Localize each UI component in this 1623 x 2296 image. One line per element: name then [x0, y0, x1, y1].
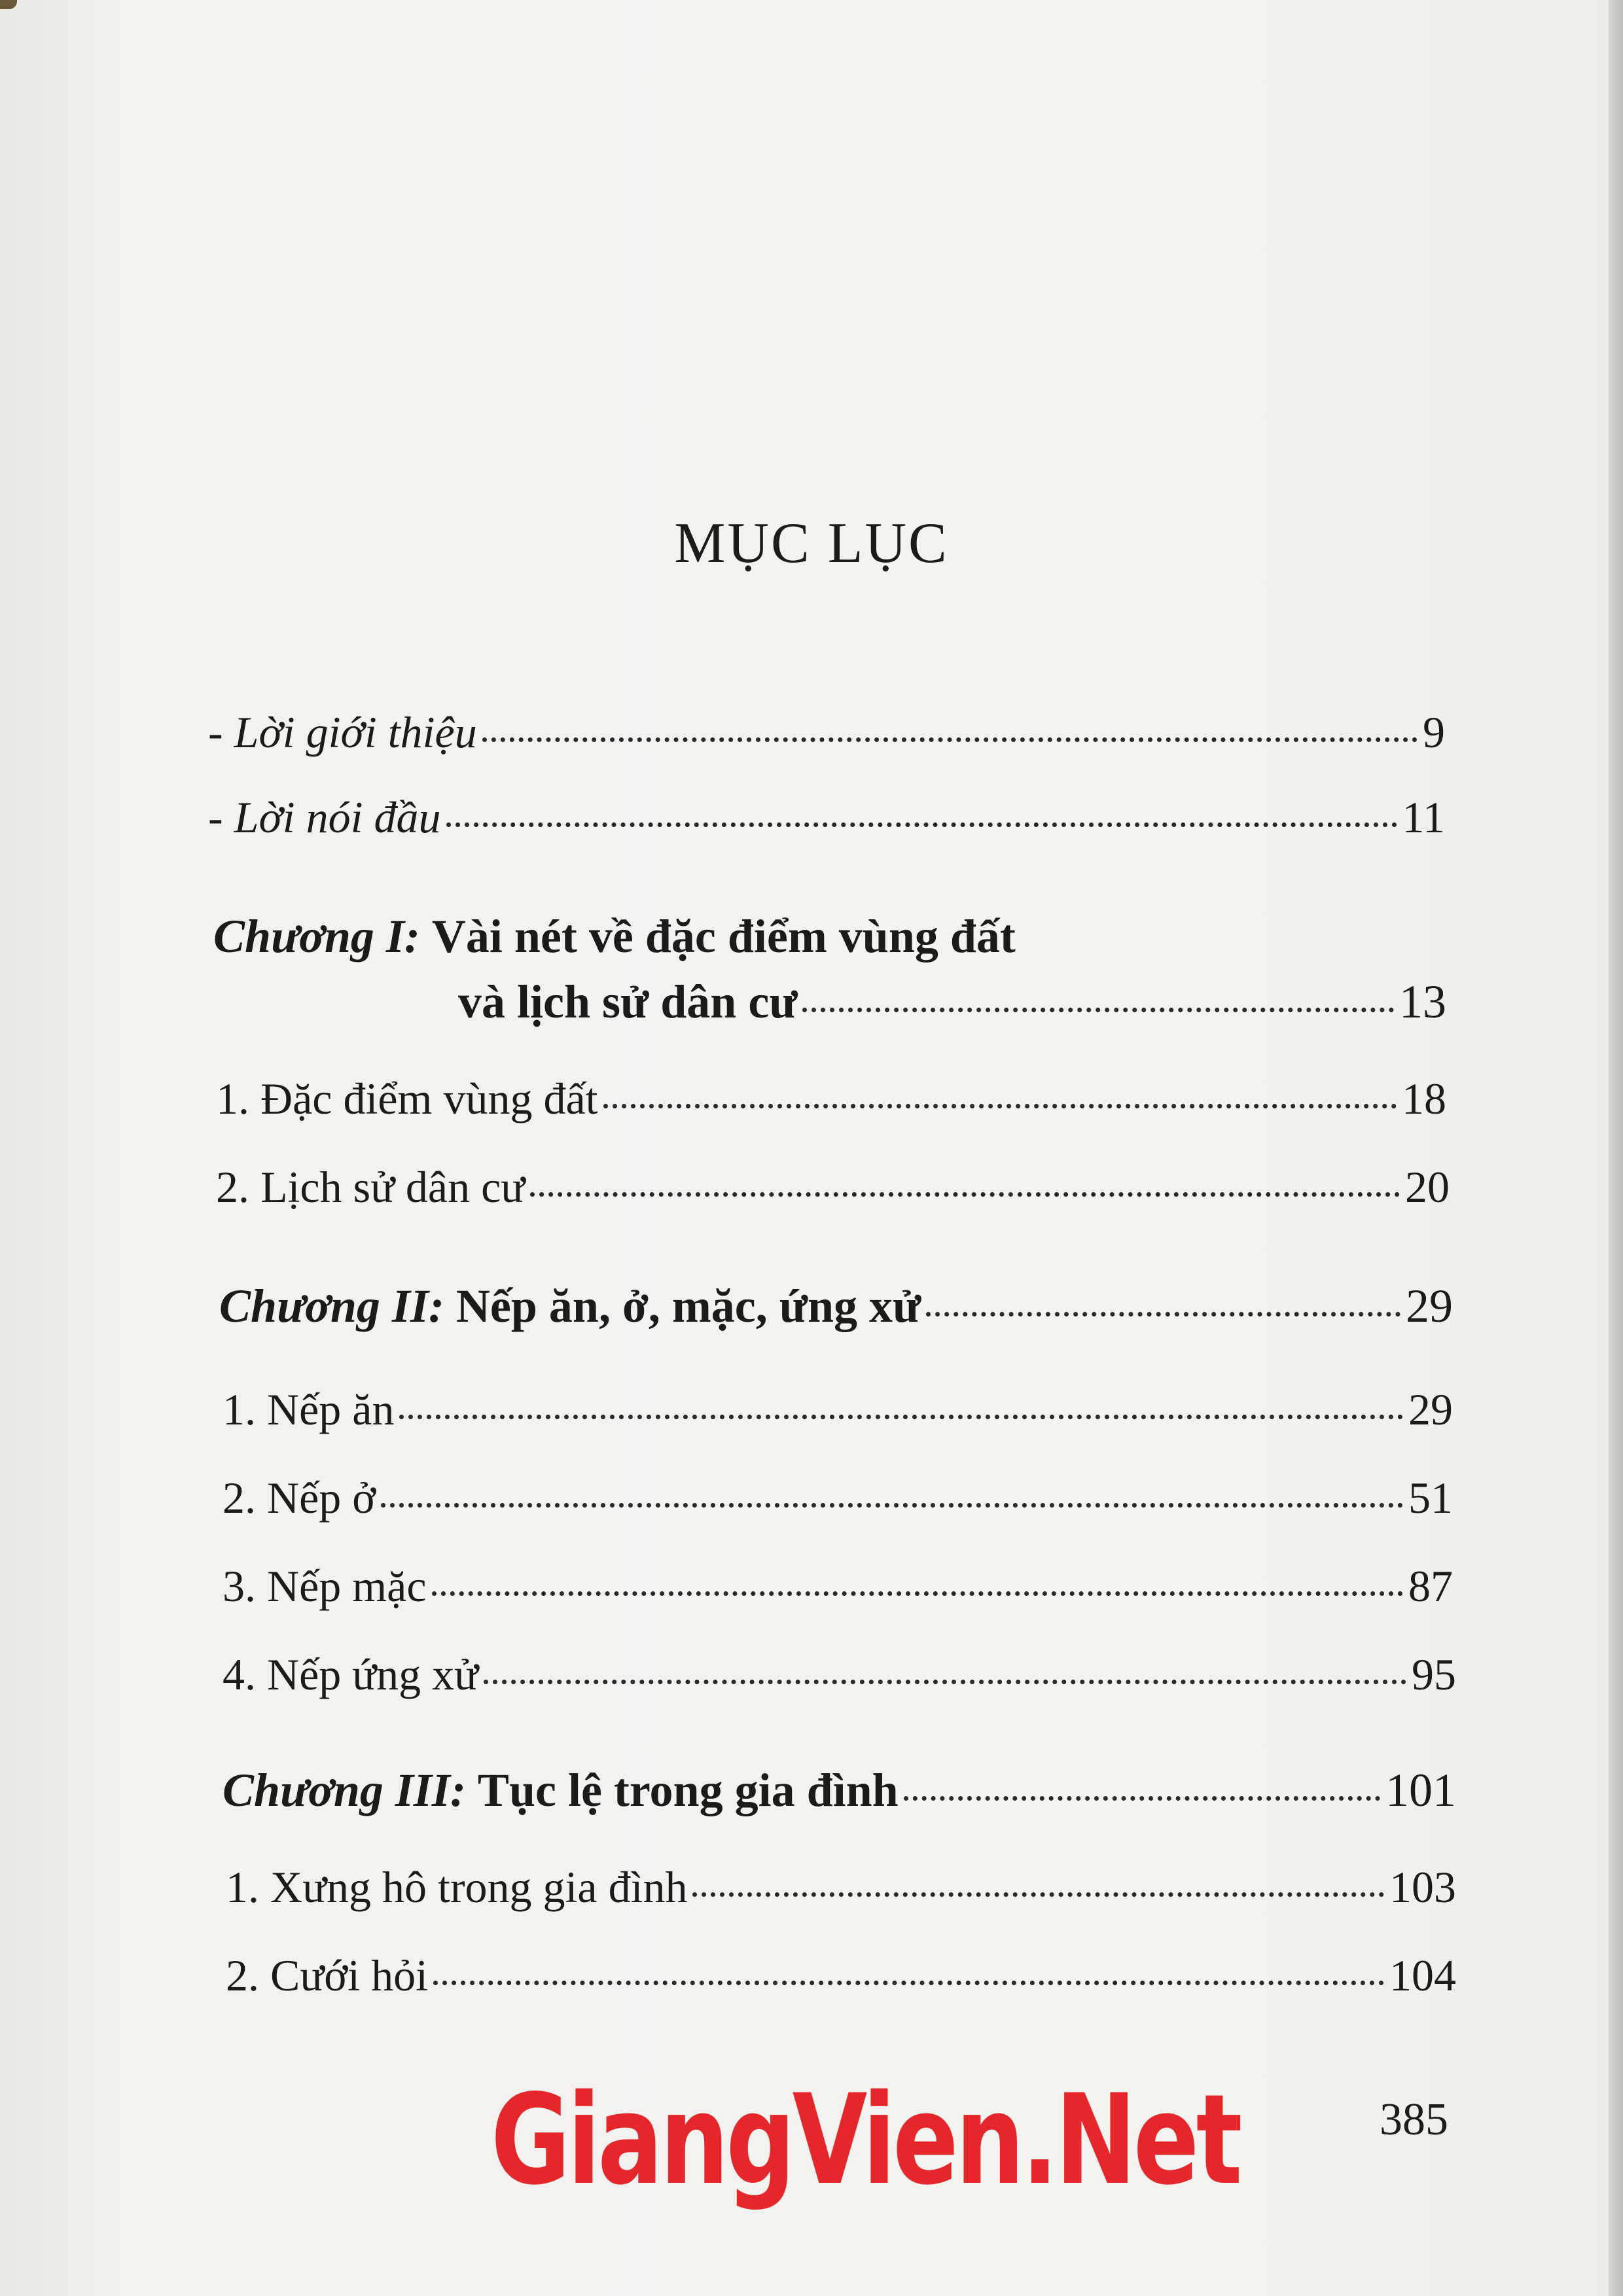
chapter-3-title: Tục lệ trong gia đình: [477, 1764, 899, 1816]
toc-entry-label: 2. Cưới hỏi: [226, 1951, 428, 2000]
toc-entry-page: 20: [1405, 1162, 1450, 1212]
toc-entry-label: 2. Nếp ở: [223, 1473, 376, 1523]
toc-entry-page: 29: [1408, 1385, 1453, 1434]
chapter-2-label: Chương II:: [219, 1280, 444, 1332]
toc-entry-label: 1. Nếp ăn: [223, 1385, 395, 1434]
page-corner-mark: [0, 0, 17, 9]
page-number: 385: [1380, 2094, 1448, 2145]
chapter-1-label: Chương I:: [213, 910, 420, 963]
chapter-1-title-line1: Vài nét về đặc điểm vùng đất: [431, 910, 1016, 963]
dot-leader: [530, 1192, 1400, 1197]
toc-entry-nep-ung-xu: [223, 1652, 1456, 1697]
toc-entry-label: 2. Lịch sử dân cư: [216, 1162, 526, 1212]
chapter-3-label: Chương III:: [223, 1764, 466, 1816]
chapter-2-heading: [219, 1282, 921, 1330]
dot-leader: [446, 822, 1397, 827]
chapter-1-heading: [213, 910, 1016, 964]
dot-leader: [926, 1312, 1400, 1316]
dot-leader: [433, 1981, 1384, 1985]
dot-leader: [802, 1008, 1394, 1012]
toc-entry-chapter-2: [219, 1282, 1453, 1330]
toc-entry-loi-gioi-thieu: [208, 707, 1445, 757]
dot-leader: [484, 1680, 1406, 1684]
chapter-3-heading: [223, 1764, 899, 1816]
page-spine-edge: [1609, 0, 1623, 2296]
toc-entry-label: 1. Xưng hô trong gia đình: [226, 1862, 688, 1912]
toc-entry-label: 4. Nếp ứng xử: [223, 1650, 478, 1699]
dot-leader: [904, 1796, 1380, 1801]
toc-entry-page: 103: [1389, 1862, 1456, 1912]
toc-entry-page: 51: [1408, 1473, 1453, 1523]
toc-entry-loi-noi-dau: [208, 792, 1445, 842]
toc-entry-xung-ho: [226, 1862, 1456, 1912]
toc-entry-page: 101: [1385, 1764, 1456, 1816]
dot-leader: [432, 1591, 1403, 1596]
toc-entry-label: 1. Đặc điểm vùng đất: [216, 1074, 598, 1123]
toc-entry-chapter-3: [223, 1764, 1456, 1816]
toc-entry-chapter-1: [458, 976, 1446, 1028]
toc-title: MỤC LỤC: [674, 512, 949, 575]
toc-entry-lich-su-dan-cu: [216, 1162, 1450, 1212]
toc-entry-page: 9: [1423, 707, 1445, 757]
dot-leader: [692, 1892, 1384, 1897]
toc-entry-page: 87: [1408, 1561, 1453, 1611]
dot-leader: [482, 737, 1418, 742]
dot-leader: [603, 1104, 1397, 1108]
toc-entry-page: 29: [1406, 1280, 1453, 1332]
dot-leader: [399, 1415, 1403, 1419]
toc-entry-page: 95: [1412, 1650, 1456, 1699]
toc-entry-page: 11: [1402, 792, 1445, 842]
toc-entry-dac-diem-vung-dat: [216, 1076, 1446, 1121]
toc-entry-page: 104: [1389, 1951, 1456, 2000]
watermark-logo: GiangVien.Net: [491, 2068, 1240, 2212]
toc-entry-label: 3. Nếp mặc: [223, 1561, 427, 1611]
toc-entry-page: 18: [1402, 1074, 1446, 1123]
toc-entry-nep-mac: [223, 1561, 1453, 1611]
dot-leader: [381, 1503, 1403, 1508]
toc-entry-nep-o: [223, 1473, 1453, 1523]
toc-entry-page: 13: [1399, 976, 1446, 1028]
toc-entry-nep-an: [223, 1387, 1453, 1432]
toc-entry-cuoi-hoi: [226, 1953, 1456, 1998]
chapter-2-title: Nếp ăn, ở, mặc, ứng xử: [455, 1280, 921, 1332]
toc-entry-label: - Lời nói đầu: [208, 792, 441, 842]
toc-entry-label: - Lời giới thiệu: [208, 707, 477, 757]
chapter-1-title-line2: và lịch sử dân cư: [458, 976, 798, 1028]
